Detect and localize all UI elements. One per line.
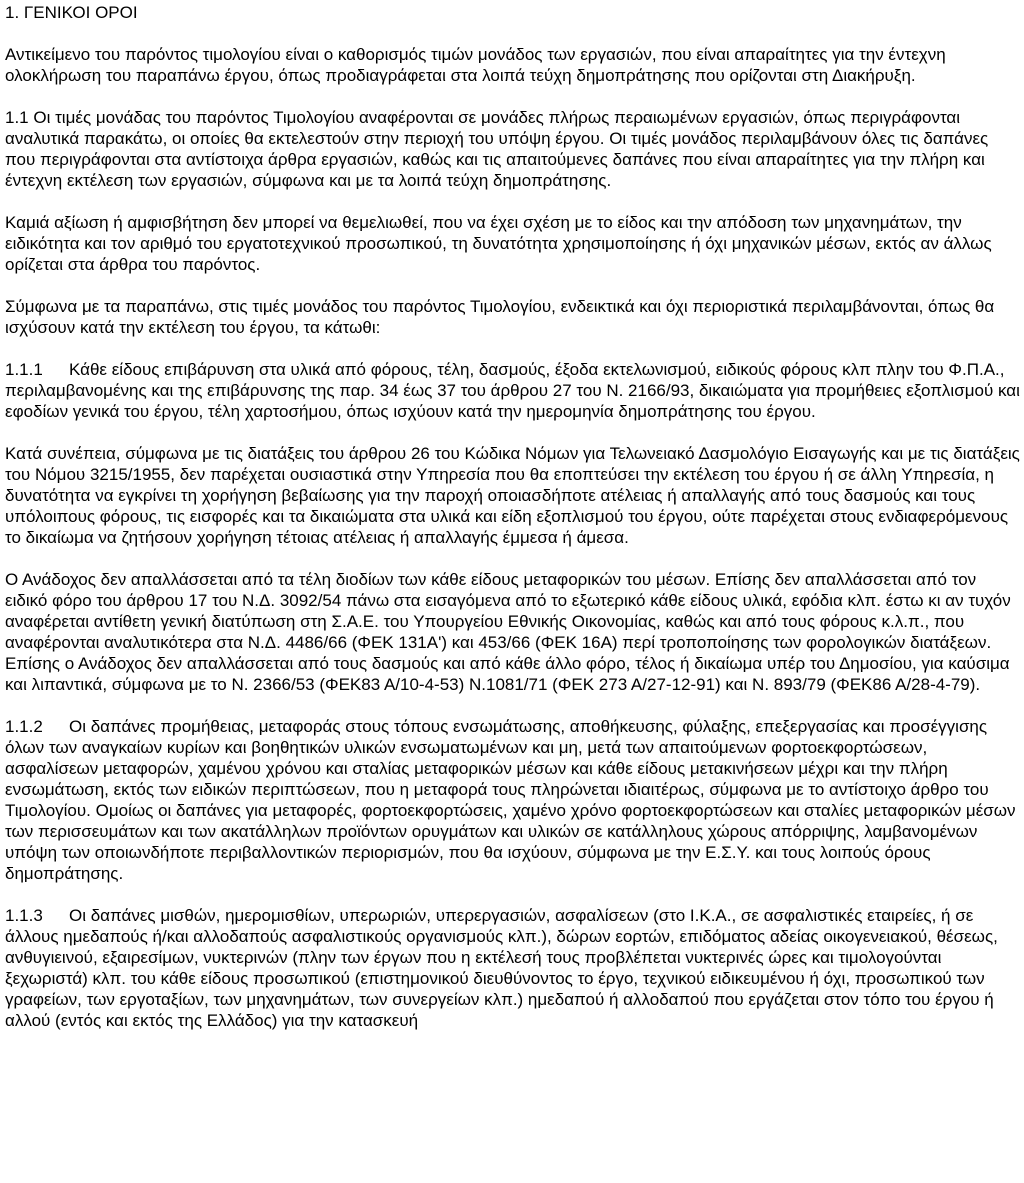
paragraph-1-1: 1.1 Οι τιμές μονάδας του παρόντος Τιμολογίου αναφέρονται σε μονάδες πλήρως περαιωμένων εργασιών, όπως περιγράφονται αναλυτικά παρακάτω, οι οποίες θα εκτελεστούν στην περιοχή του υπόψη έργου. Οι τιμές μονάδος περιλαμβάνουν όλες τις δαπάνες που περιγράφονται στα αντίστοιχα άρθρα εργασιών, καθώς και τις απαιτούμενες δαπάνες που είναι απαραίτητες για την πλήρη και έντεχνη εκτέλεση των εργασιών, σύμφωνα και με τα λοιπά τεύχη δημοπράτησης. <box>5 108 989 190</box>
section-heading: 1. ΓΕΝΙΚΟΙ ΟΡΟΙ <box>5 3 138 22</box>
paragraph-consequently: Κατά συνέπεια, σύμφωνα με τις διατάξεις του άρθρου 26 του Κώδικα Νόμων για Τελωνειακό Δασμολόγιο Εισαγωγής και με τις διατάξεις του Νόμου 3215/1955, δεν παρέχεται ουσιαστικά στην Υπηρεσία που θα εποπτεύσει την εκτέλεση του έργου ή σε άλλη Υπηρεσία, η δυνατότητα να εγκρίνει τη χορήγηση βεβαίωσης για την παροχή οποιασδήποτε ατέλειας ή απαλλαγής από τους δασμούς και τους υπόλοιπους φόρους, τις εισφορές και τα δικαιώματα στα υλικά και είδη εξοπλισμού του έργου, ούτε παρέχεται στους ενδιαφερόμενους το δικαίωμα να ζητήσουν χορήγηση τέτοιας ατέλειας ή απαλλαγής έμμεσα ή άμεσα. <box>5 444 1020 547</box>
item-1-1-2 <box>5 716 1021 884</box>
paragraph-claims: Καμιά αξίωση ή αμφισβήτηση δεν μπορεί να θεμελιωθεί, που να έχει σχέση με το είδος και την απόδοση των μηχανημάτων, την ειδικότητα και τον αριθμό του εργατοτεχνικού προσωπικού, τη δυνατότητα χρησιμοποίησης ή όχι μηχανικών μέσων, εκτός αν άλλως ορίζεται στα άρθρα του παρόντος. <box>5 213 992 274</box>
intro-paragraph: Αντικείμενο του παρόντος τιμολογίου είναι ο καθορισμός τιμών μονάδος των εργασιών, που είναι απαραίτητες για την έντεχνη ολοκλήρωση του παραπάνω έργου, όπως προδιαγράφεται στα λοιπά τεύχη δημοπράτησης που ορίζονται στη Διακήρυξη. <box>5 45 946 85</box>
item-text: Οι δαπάνες μισθών, ημερομισθίων, υπερωριών, υπερεργασιών, ασφαλίσεων (στο Ι.Κ.Α., σε ασφαλιστικές εταιρείες, ή σε άλλους ημεδαπούς ή/και αλλοδαπούς ασφαλιστικούς οργανισμούς κλπ.), δώρων εορτών, επιδόματος αδείας οικογενειακού, θέσεως, ανθυγιεινού, εξαιρεσίμων, νυκτερινών (πλην των έργων που η εκτέλεσή τους προβλέπεται νυκτερινές ώρες και τιμολογούνται ξεχωριστά) κλπ. του κάθε είδους προσωπικού (επιστημονικού διευθύνοντος το έργο, τεχνικού ειδικευμένου ή όχι, προσωπικού των γραφείων, των εργοταξίων, των μηχανημάτων, των συνεργείων κλπ.) ημεδαπού ή αλλοδαπού που εργάζεται στον τόπο του έργου ή αλλού (εντός και εκτός της Ελλάδος) για την κατασκευή <box>5 906 998 1030</box>
item-text: Οι δαπάνες προμήθειας, μεταφοράς στους τόπους ενσωμάτωσης, αποθήκευσης, φύλαξης, επεξεργασίας και προσέγγισης όλων των αναγκαίων κυρίων και βοηθητικών υλικών ενσωματωμένων και μη, μετά των απαιτούμενων φορτοεκφορτώσεων, ασφαλίσεων μεταφορών, χαμένου χρόνου και σταλίας μεταφορικών μέσων και κάθε είδους μετακινήσεων μέχρι και την πλήρη ενσωμάτωση, εκτός των ειδικών περιπτώσεων, που η μεταφορά τους πληρώνεται ιδιαιτέρως, σύμφωνα με το αντίστοιχο άρθρο του Τιμολογίου. Ομοίως οι δαπάνες για μεταφορές, φορτοεκφορτώσεις, χαμένο χρόνο φορτοεκφορτώσεων και σταλίες μεταφορικών μέσων των περισσευμάτων και των ακατάλληλων προϊόντων ορυγμάτων και υλικών σε κατάλληλους χώρους απόρριψης, λαμβανομένων υπόψη των οποιωνδήποτε περιβαλλοντικών περιορισμών, που θα ισχύουν, σύμφωνα με την Ε.Σ.Υ. και τους λοιπούς όρους δημοπράτησης. <box>5 717 1016 883</box>
item-number: 1.1.3 <box>5 906 43 925</box>
item-number: 1.1.1 <box>5 360 43 379</box>
item-text: Κάθε είδους επιβάρυνση στα υλικά από φόρους, τέλη, δασμούς, έξοδα εκτελωνισμού, ειδικούς φόρους κλπ πλην του Φ.Π.Α., περιλαμβανομένης και της επιβάρυνσης της παρ. 34 έως 37 του άρθρου 27 του Ν. 2166/93, δικαιώματα για προμήθειες εξοπλισμού και εφοδίων γενικά του έργου, τέλη χαρτοσήμου, όπως ισχύουν κατά την ημερομηνία δημοπράτησης του έργου. <box>5 360 1020 421</box>
document-page <box>5 2 1021 1052</box>
item-number: 1.1.2 <box>5 717 43 736</box>
item-1-1-1 <box>5 359 1021 422</box>
paragraph-contractor: Ο Ανάδοχος δεν απαλλάσσεται από τα τέλη διοδίων των κάθε είδους μεταφορικών του μέσων. Επίσης δεν απαλλάσσεται από τον ειδικό φόρο του άρθρου 17 του Ν.Δ. 3092/54 πάνω στα εισαγόμενα από το εξωτερικό κάθε είδους υλικά, εφόδια κλπ. έστω κι αν τυχόν αναφέρεται αντίθετη γενική διατύπωση στη Σ.Α.Ε. του Υπουργείου Εθνικής Οικονομίας, καθώς και από τους φόρους κ.λ.π., που αναφέρονται αναλυτικότερα στα Ν.Δ. 4486/66 (ΦΕΚ 131Α') και 453/66 (ΦΕΚ 16Α) περί τροποποίησης των φορολογικών διατάξεων. Επίσης ο Ανάδοχος δεν απαλλάσσεται από τους δασμούς και από κάθε άλλο φόρο, τέλος ή δικαίωμα υπέρ του Δημοσίου, για καύσιμα και λιπαντικά, σύμφωνα με το Ν. 2366/53 (ΦΕΚ83 Α/10-4-53) Ν.1081/71 (ΦΕΚ 273 Α/27-12-91) και Ν. 893/79 (ΦΕΚ86 Α/28-4-79). <box>5 570 1011 694</box>
paragraph-accordingly: Σύμφωνα με τα παραπάνω, στις τιμές μονάδος του παρόντος Τιμολογίου, ενδεικτικά και όχι περιοριστικά περιλαμβάνονται, όπως θα ισχύσουν κατά την εκτέλεση του έργου, τα κάτωθι: <box>5 297 995 337</box>
item-1-1-3 <box>5 905 1021 1031</box>
